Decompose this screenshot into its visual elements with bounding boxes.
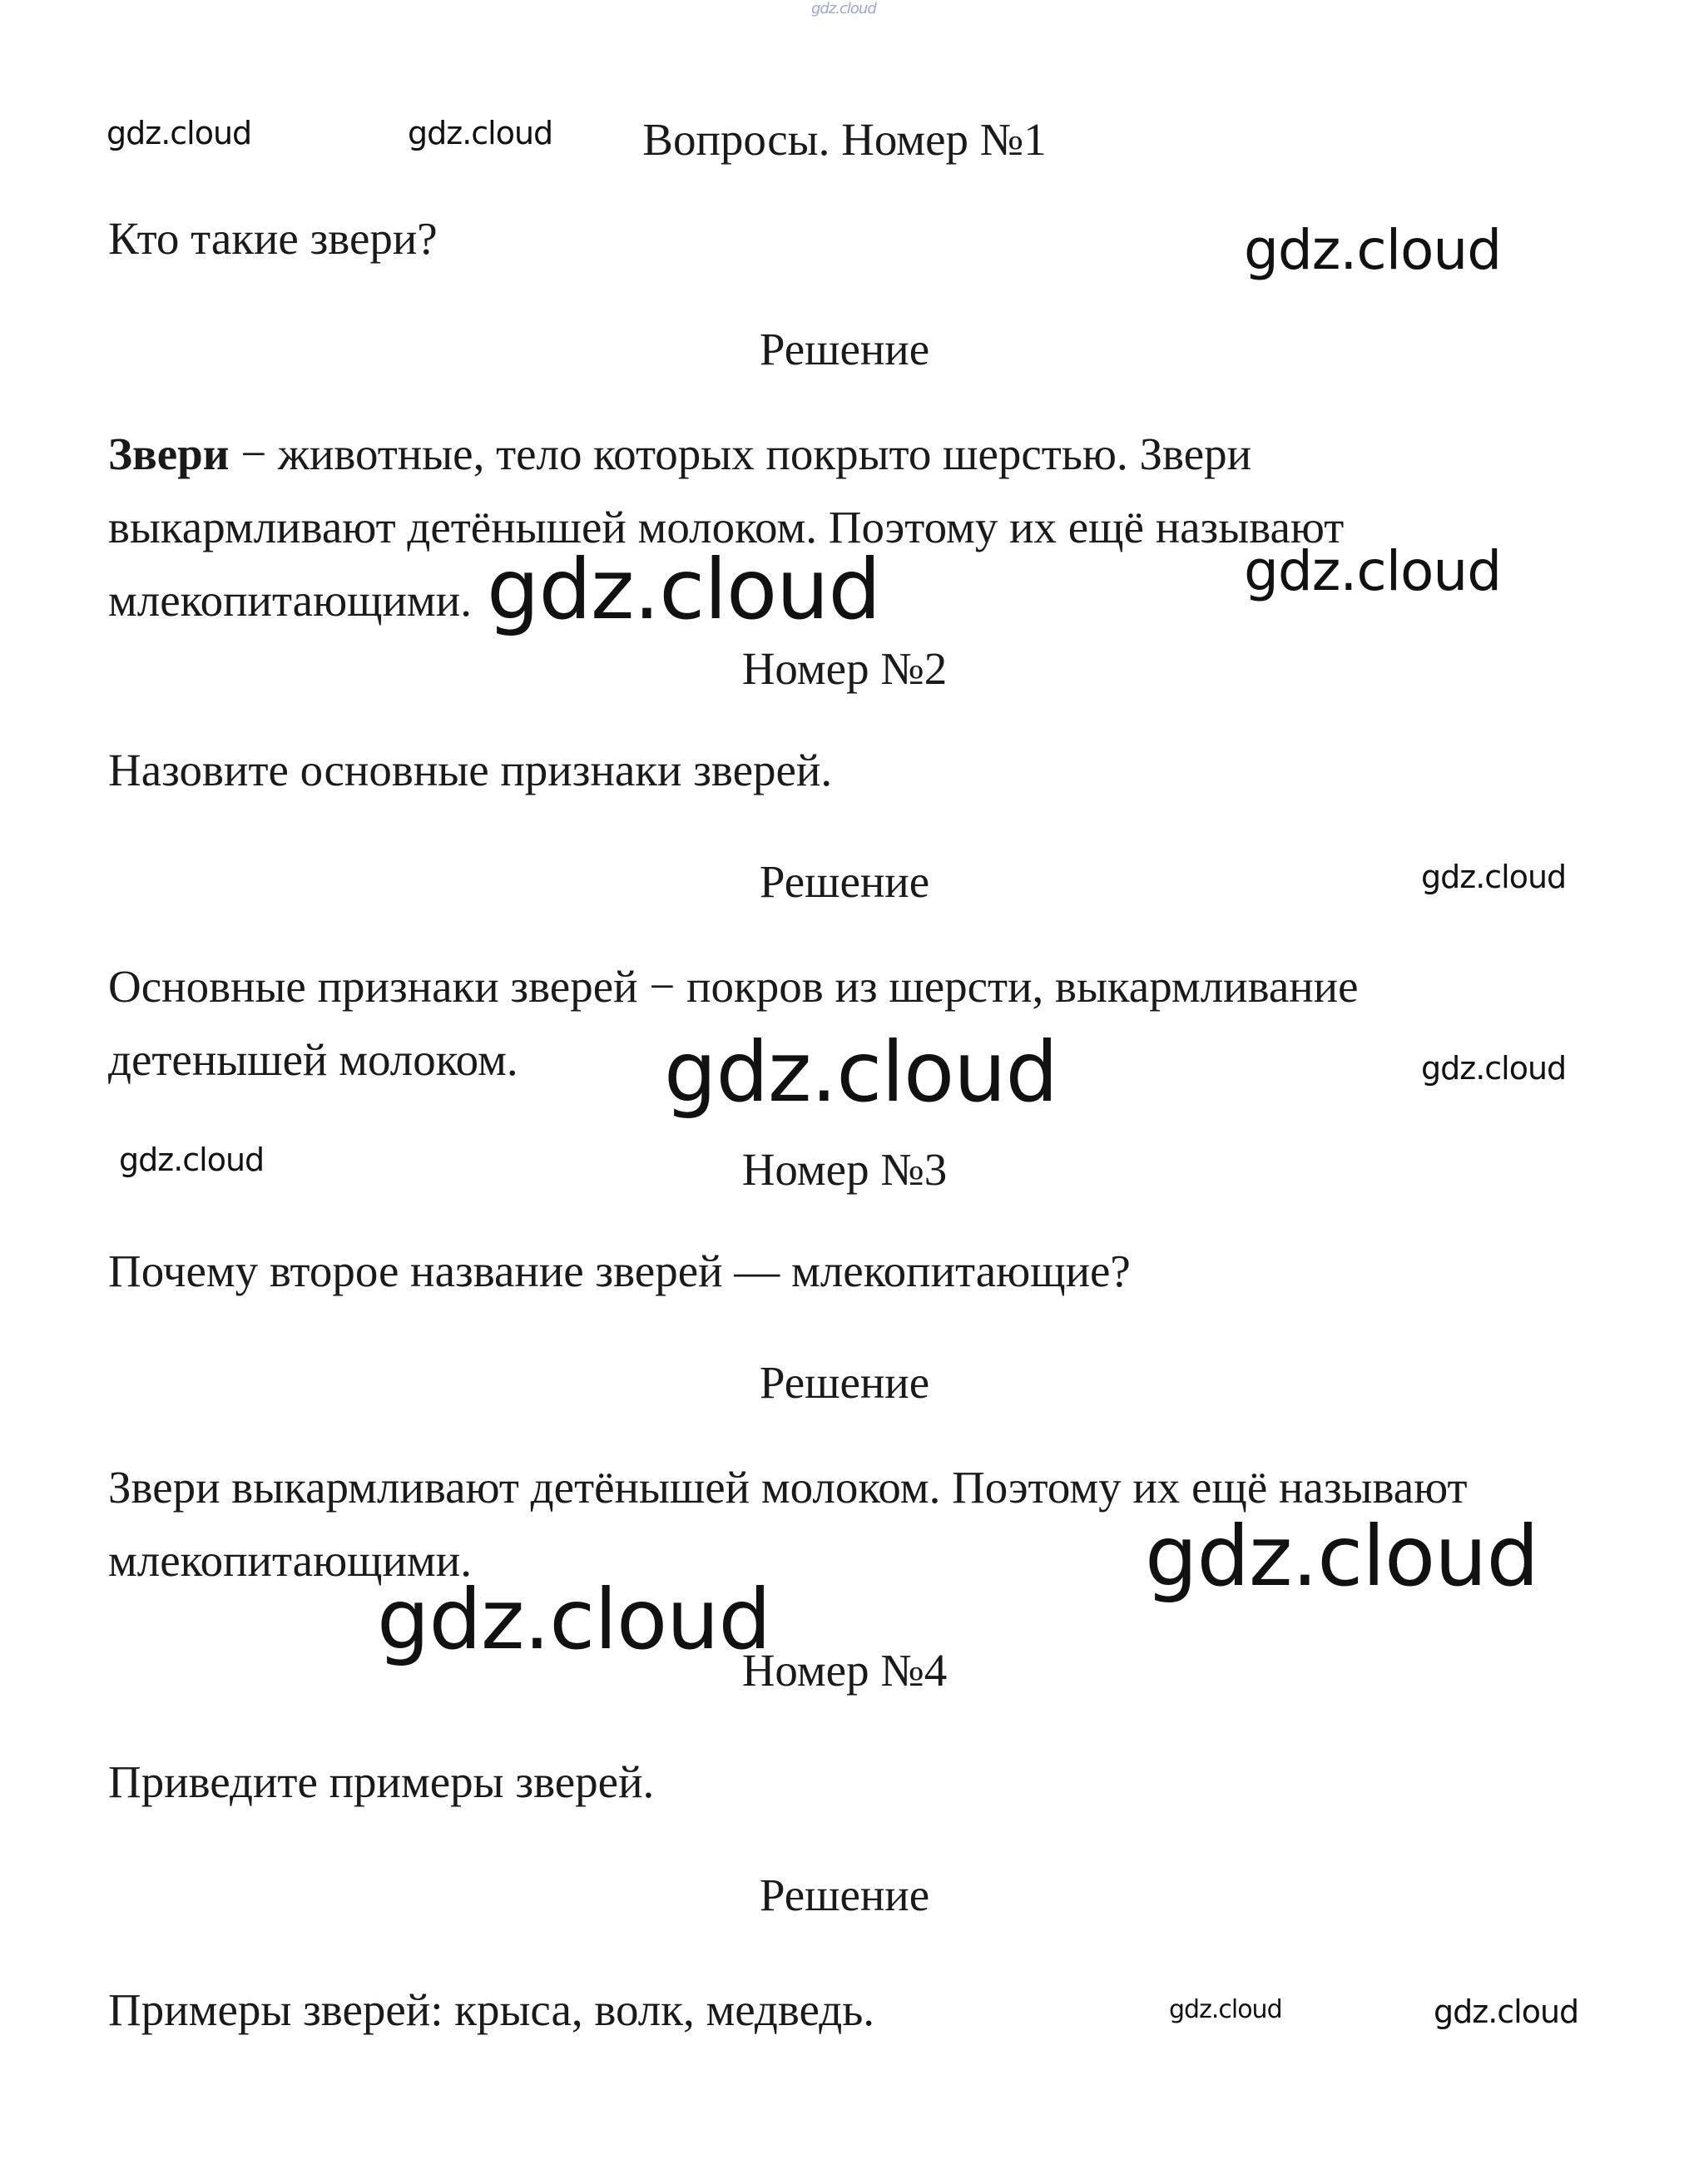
watermark: gdz.cloud (1244, 218, 1502, 282)
watermark: gdz.cloud (1145, 1508, 1539, 1605)
watermark: gdz.cloud (408, 115, 553, 151)
watermark: gdz.cloud (119, 1142, 265, 1178)
watermark: gdz.cloud (377, 1571, 771, 1668)
watermark: gdz.cloud (1421, 859, 1567, 895)
watermark: gdz.cloud (1244, 539, 1502, 603)
solution-label: Решение (759, 1870, 930, 1920)
watermark: gdz.cloud (106, 115, 252, 151)
answer-line: Звери выкармливают детёнышей молоком. Поэтому их ещё называют (108, 1462, 1468, 1513)
section-heading: Номер №2 (741, 643, 948, 694)
answer-line: выкармливают детёнышей молоком. Поэтому их ещё называют (108, 502, 1345, 552)
answer-term: Звери (108, 428, 230, 479)
watermark-tiny-top: gdz.cloud (811, 0, 876, 17)
solution-label: Решение (759, 1357, 930, 1408)
watermark: gdz.cloud (1434, 1993, 1579, 2030)
question-text: Почему второе название зверей — млекопитающие? (108, 1246, 1131, 1296)
watermark: gdz.cloud (664, 1023, 1058, 1121)
answer-line: Основные признаки зверей − покров из шерсти, выкармливание (108, 961, 1359, 1012)
answer-line: млекопитающими. (108, 575, 472, 626)
section-heading: Номер №4 (741, 1645, 948, 1696)
section-heading: Номер №3 (741, 1144, 948, 1195)
answer-paragraph (108, 950, 1589, 1097)
solution-label: Решение (759, 324, 930, 374)
solution-label: Решение (759, 856, 930, 907)
question-text: Назовите основные признаки зверей. (108, 745, 833, 795)
answer-paragraph (108, 418, 1589, 637)
section-heading: Вопросы. Номер №1 (642, 114, 1047, 165)
answer-line (108, 418, 1589, 491)
question-text: Приведите примеры зверей. (108, 1756, 655, 1807)
answer-paragraph (108, 1451, 1589, 1597)
answer-line: Примеры зверей: крыса, волк, медведь. (108, 1984, 875, 2035)
question-text: Кто такие звери? (108, 213, 438, 264)
answer-line: детенышей молоком. (108, 1034, 518, 1085)
answer-line: млекопитающими. (108, 1535, 472, 1586)
watermark: gdz.cloud (1421, 1050, 1567, 1087)
watermark: gdz.cloud (487, 541, 881, 638)
answer-line-rest: − животные, тело которых покрыто шерстью. Звери (229, 428, 1252, 479)
watermark: gdz.cloud (1169, 1995, 1282, 2024)
